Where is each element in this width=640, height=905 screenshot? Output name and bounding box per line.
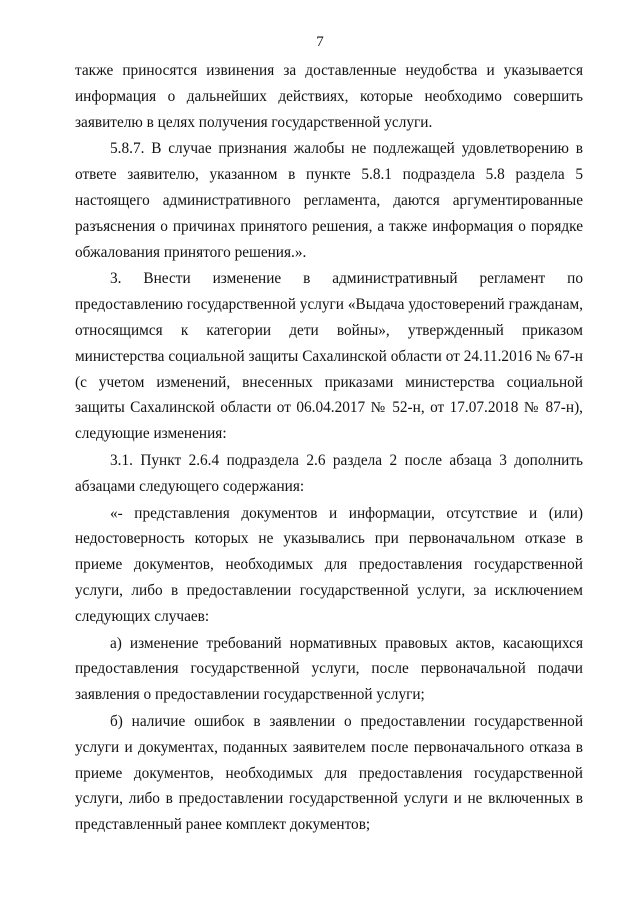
document-body: [75, 58, 583, 838]
page-number: 7: [316, 34, 324, 50]
paragraph-item-3: 3. Внести изменение в административный регламент по предоставлению государственной услуги «Выдача удостоверений гражданам, относящимся к категории дети войны», утвержденный приказом министерства социальной защиты Сахалинской области от 24.11.2016 № 67-н (с учетом изменений, внесенных приказами министерства социальной защиты Сахалинской области от 06.04.2017 № 52-н, от 17.07.2018 № 87-н), следующие изменения:: [75, 270, 583, 443]
paragraph-continuation: также приносятся извинения за доставленные неудобства и указывается информация о дальнейших действиях, которые необходимо совершить заявителю в целях получения государственной услуги.: [75, 62, 583, 131]
paragraph-5-8-7: 5.8.7. В случае признания жалобы не подлежащей удовлетворению в ответе заявителю, указанном в пункте 5.8.1 подраздела 5.8 раздела 5 настоящего административного регламента, даются аргументированные разъяснения о причинах принятого решения, а также информация о порядке обжалования принятого решения.».: [75, 140, 583, 261]
paragraph-quoted-dash: «- представления документов и информации, отсутствие и (или) недостоверность которых не указывались при первоначальном отказе в приеме документов, необходимых для предоставления государственной услуги, либо в предоставлении государственной услуги, за исключением следующих случаев:: [75, 504, 583, 625]
paragraph-item-3-1: 3.1. Пункт 2.6.4 подраздела 2.6 раздела 2 после абзаца 3 дополнить абзацами следующего содержания:: [75, 451, 583, 495]
paragraph-subitem-b: б) наличие ошибок в заявлении о предоставлении государственной услуги и документах, поданных заявителем после первоначального отказа в приеме документов, необходимых для предоставления государственной услуги, либо в предоставлении государственной услуги и не включенных в представленный ранее комплект документов;: [75, 712, 583, 834]
paragraph-subitem-a: а) изменение требований нормативных правовых актов, касающихся предоставления государственной услуги, после первоначальной подачи заявления о предоставлении государственной услуги;: [75, 634, 583, 704]
